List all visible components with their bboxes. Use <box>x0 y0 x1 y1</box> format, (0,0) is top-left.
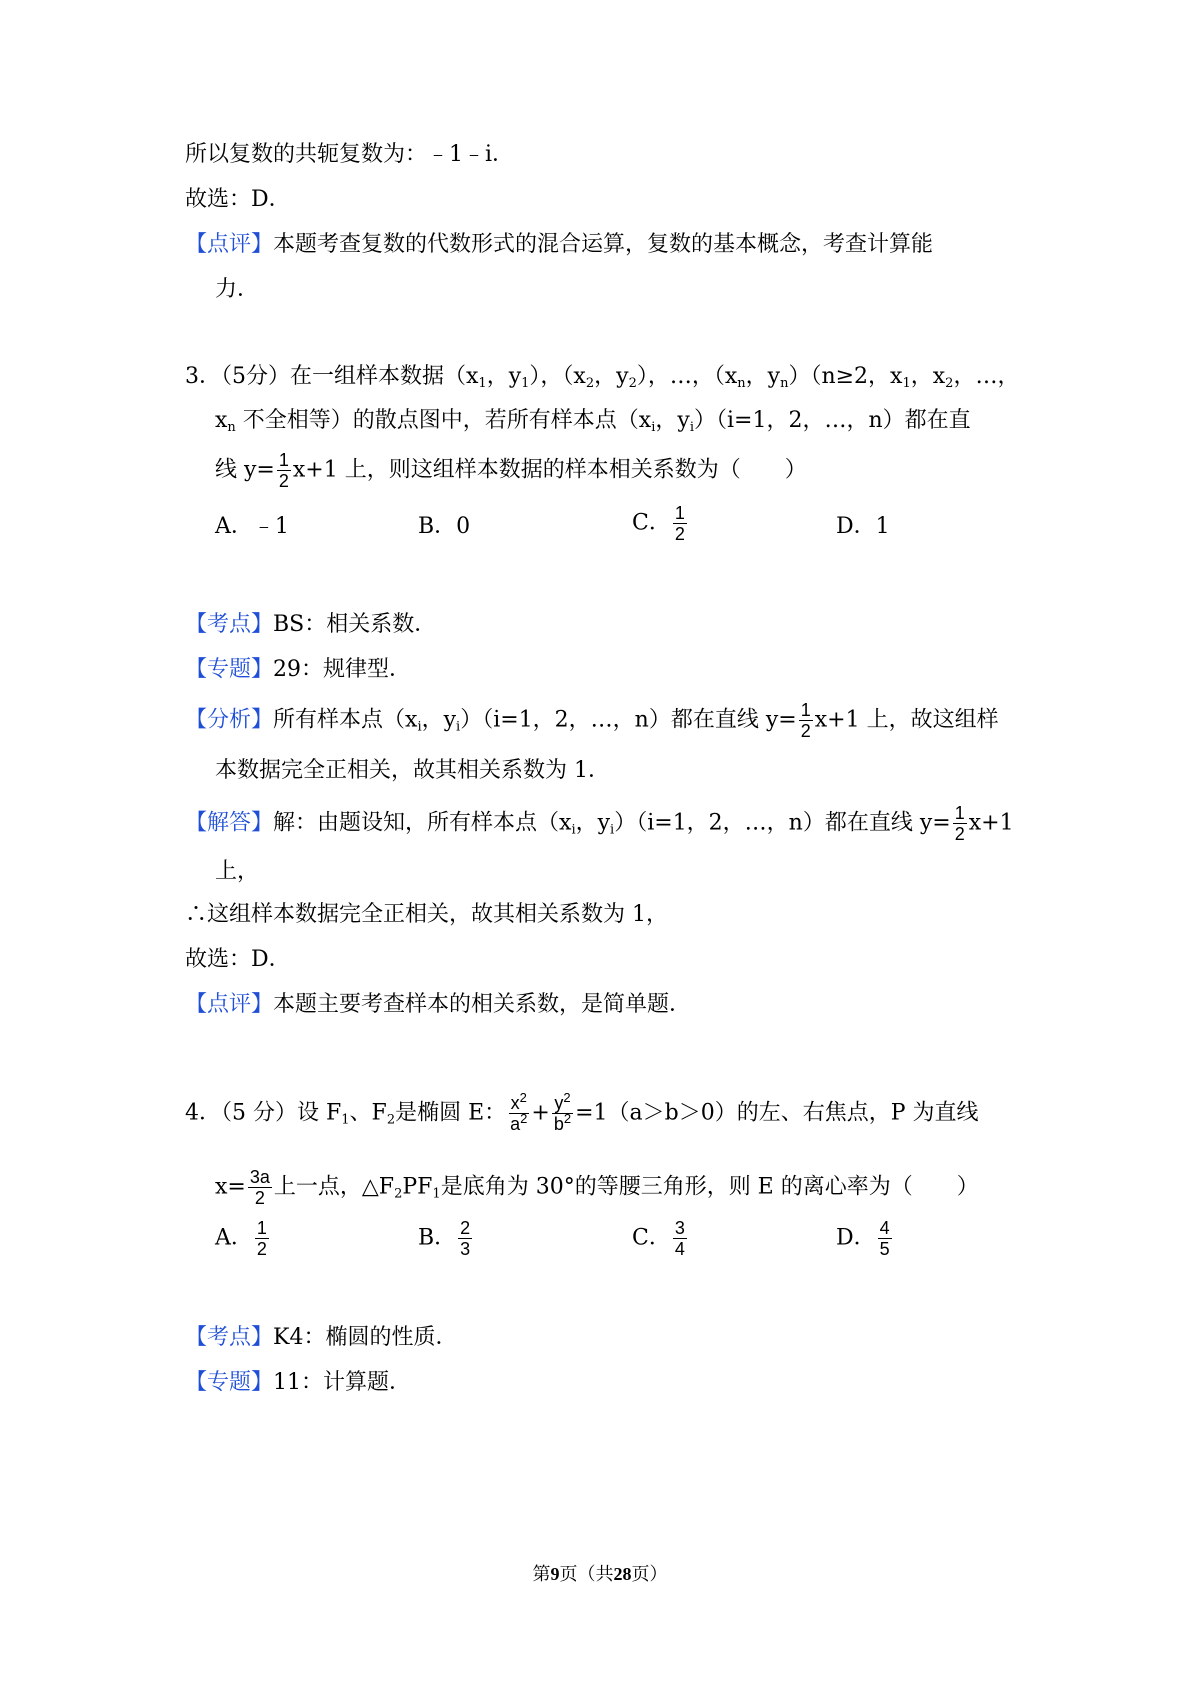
q3-jieda-cont: 上， <box>215 859 260 884</box>
q3-option-b: B．0 <box>418 514 471 539</box>
q4-option-a: A． $\frac{1}{2}$ <box>215 1218 267 1259</box>
q4-option-c: C． $\frac{3}{4}$ <box>632 1218 685 1259</box>
page-footer: 第9页（共28页） <box>532 1564 668 1585</box>
q3-line-1: 3．（5分）在一组样本数据（$x_1$，$y_1$），（$x_2$，$y_2$），…，（$x_n$，$y_n)(n\ge 2$，$x_1$，$x_2$，…， <box>185 364 1020 391</box>
q4-zhuanti: 【专题】11：计算题． <box>185 1370 412 1395</box>
q3-kaodian: 【考点】BS：相关系数． <box>185 612 437 637</box>
q4-line-1: 4．（5 分）设 $F_1$、$F_2$是椭圆 E： $\frac{x^2}{a^2}$ + $\frac{y^2}{b^2}$ =1（a＞b＞0）的左、右焦点，P 为直线 <box>185 1090 979 1134</box>
review-tag: 【点评】 <box>185 232 274 257</box>
prev-review-cont: 力． <box>215 277 260 302</box>
q3-option-c: C． $\frac{1}{2}$ <box>632 503 685 544</box>
q3-jieda: 【解答】解：由题设知，所有样本点（$x_i$，$y_i)(i=1$，2，…，n）都在直线 y= $\frac{1}{2}$ x+1 <box>185 803 1014 844</box>
q4-kaodian: 【考点】K4：椭圆的性质． <box>185 1325 458 1350</box>
q3-fenxi: 【分析】所有样本点（$x_i$，$y_i)(i=1$，2，…，n）都在直线 y= $\frac{1}{2}$ x+1 上，故这组样 <box>185 700 999 741</box>
q3-option-a: A．﹣1 <box>215 514 289 539</box>
prev-line-1: 所以复数的共轭复数为：﹣1﹣i． <box>185 142 515 167</box>
q3-line-3: 线 y= $\frac{1}{2}$ x+1 上，则这组样本数据的样本相关系数为（ ） <box>215 450 807 491</box>
q4-option-d: D． $\frac{4}{5}$ <box>836 1218 890 1259</box>
q3-choose: 故选：D． <box>185 947 291 972</box>
fraction-x2-a2: $\frac{x^2}{a^2}$ <box>510 1090 528 1134</box>
q3-review: 【点评】本题主要考查样本的相关系数，是简单题． <box>185 992 692 1017</box>
fraction-half: $\frac{1}{2}$ <box>278 450 289 491</box>
q3-therefore: ∴这组样本数据完全正相关，故其相关系数为 1， <box>185 902 668 927</box>
fraction-3a-2: $\frac{3a}{2}$ <box>249 1167 270 1208</box>
fraction-y2-b2: $\frac{y^2}{b^2}$ <box>553 1090 572 1134</box>
q3-fenxi-cont: 本数据完全正相关，故其相关系数为 1． <box>215 758 610 783</box>
q4-line-2: x= $\frac{3a}{2}$ 上一点，$\triangle F_2PF_1$是底角为 30°的等腰三角形，则 E 的离心率为（ ） <box>215 1167 979 1208</box>
q3-zhuanti: 【专题】29：规律型． <box>185 657 412 682</box>
q3-line-2: $x_n$ 不全相等）的散点图中，若所有样本点（$x_i$，$y_i)(i=1$，2，…，n）都在直 <box>215 408 971 435</box>
prev-line-2: 故选：D． <box>185 187 291 212</box>
q3-option-d: D．1 <box>836 514 890 539</box>
q4-option-b: B． $\frac{2}{3}$ <box>418 1218 471 1259</box>
prev-review: 【点评】本题考查复数的代数形式的混合运算，复数的基本概念，考查计算能 <box>185 232 934 257</box>
